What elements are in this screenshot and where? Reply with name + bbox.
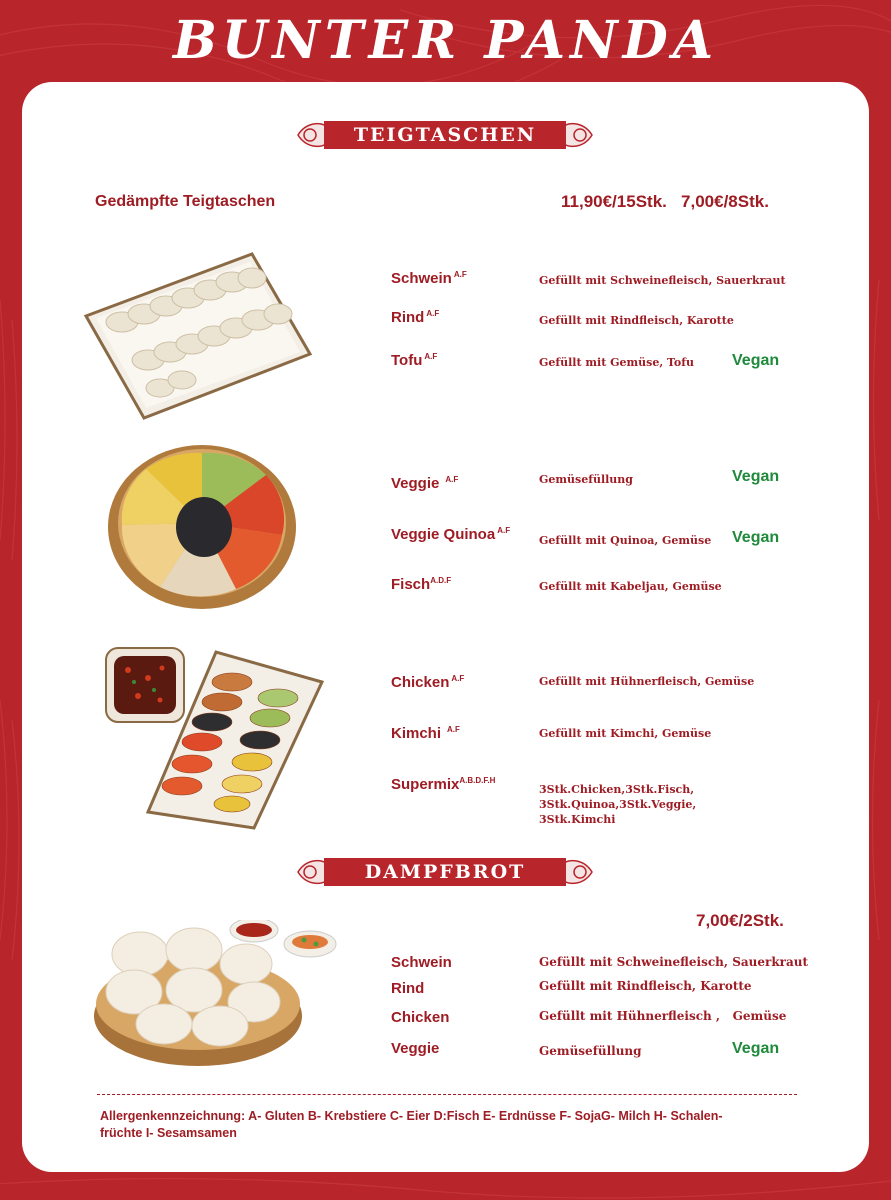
item-rind: Rind $^{A.F}$ bbox=[391, 309, 440, 326]
teigtaschen-price: 11,90€/15Stk. 7,00€/8Stk. bbox=[561, 192, 769, 211]
item-fisch-desc: Gefüllt mit Kabeljau, Gemüse bbox=[539, 580, 722, 593]
item-tofu-desc: Gefüllt mit Gemüse, Tofu bbox=[539, 356, 694, 369]
dampfbrot-price: 7,00€/2Stk. bbox=[696, 911, 784, 930]
vegan-badge: Vegan bbox=[732, 468, 780, 485]
item-kimchi-desc: Gefüllt mit Kimchi, Gemüse bbox=[539, 727, 712, 740]
item-veggie-quinoa-desc: Gefüllt mit Quinoa, Gemüse bbox=[539, 534, 712, 547]
item-kimchi: Kimchi $^{A.F}$ bbox=[391, 725, 460, 742]
bao-item-rind: Rind bbox=[391, 980, 425, 997]
teigtaschen-banner-label: TEIGTASCHEN bbox=[353, 124, 537, 146]
bao-basket-image bbox=[94, 920, 344, 1070]
bao-item-chicken-desc: Gefüllt mit Hühnerfleisch , Gemüse bbox=[539, 1009, 787, 1023]
item-rind-desc: Gefüllt mit Rindfleisch, Karotte bbox=[539, 314, 734, 327]
bao-item-veggie: Veggie bbox=[391, 1040, 440, 1057]
vegan-badge: Vegan bbox=[732, 1040, 780, 1057]
item-veggie-quinoa: Veggie Quinoa $^{A.F}$ bbox=[391, 526, 511, 543]
dumplings-dip-image bbox=[104, 642, 326, 832]
item-fisch: Fisch$^{A.D.F}$ bbox=[391, 576, 452, 593]
item-veggie: Veggie $^{A.F}$ bbox=[391, 475, 459, 492]
item-veggie-desc: Gemüsefüllung bbox=[539, 473, 633, 486]
item-schwein: Schwein $^{A.F}$ bbox=[391, 270, 467, 287]
allergen-legend: Allergenkennzeichnung: A- Gluten B- Krebstiere C- Eier D:Fisch E- Erdnüsse F- SojaG- Milch H- Schalen- früchte I- Sesamsamen bbox=[100, 1109, 723, 1140]
vegan-badge: Vegan bbox=[732, 352, 780, 369]
item-supermix: Supermix$^{A.B.D.F.H}$ bbox=[391, 776, 496, 793]
bao-item-rind-desc: Gefüllt mit Rindfleisch, Karotte bbox=[539, 979, 752, 993]
dampfbrot-banner bbox=[292, 853, 598, 891]
steamer-basket-image bbox=[106, 439, 298, 609]
item-chicken: Chicken $^{A.F}$ bbox=[391, 674, 465, 691]
item-supermix-desc: 3Stk.Chicken,3Stk.Fisch, 3Stk.Quinoa,3Stk.Veggie, 3Stk.Kimchi bbox=[539, 783, 697, 826]
section-title: Gedämpfte Teigtaschen bbox=[95, 193, 276, 210]
item-chicken-desc: Gefüllt mit Hühnerfleisch, Gemüse bbox=[539, 675, 755, 688]
steamed-dumplings-plate-image bbox=[82, 250, 314, 420]
bao-item-schwein-desc: Gefüllt mit Schweinefleisch, Sauerkraut bbox=[539, 955, 809, 969]
item-schwein-desc: Gefüllt mit Schweinefleisch, Sauerkraut bbox=[539, 274, 786, 287]
footer-divider bbox=[97, 1094, 797, 1095]
bao-item-chicken: Chicken bbox=[391, 1009, 450, 1026]
item-tofu: Tofu $^{A.F}$ bbox=[391, 352, 438, 369]
bao-item-veggie-desc: Gemüsefüllung bbox=[539, 1044, 642, 1058]
brand-title: BUNTER PANDA bbox=[172, 10, 719, 71]
teigtaschen-banner bbox=[292, 116, 598, 154]
vegan-badge: Vegan bbox=[732, 529, 780, 546]
menu-card bbox=[22, 82, 869, 1172]
dampfbrot-banner-label: DAMPFBROT bbox=[364, 861, 526, 883]
bao-item-schwein: Schwein bbox=[391, 954, 452, 971]
